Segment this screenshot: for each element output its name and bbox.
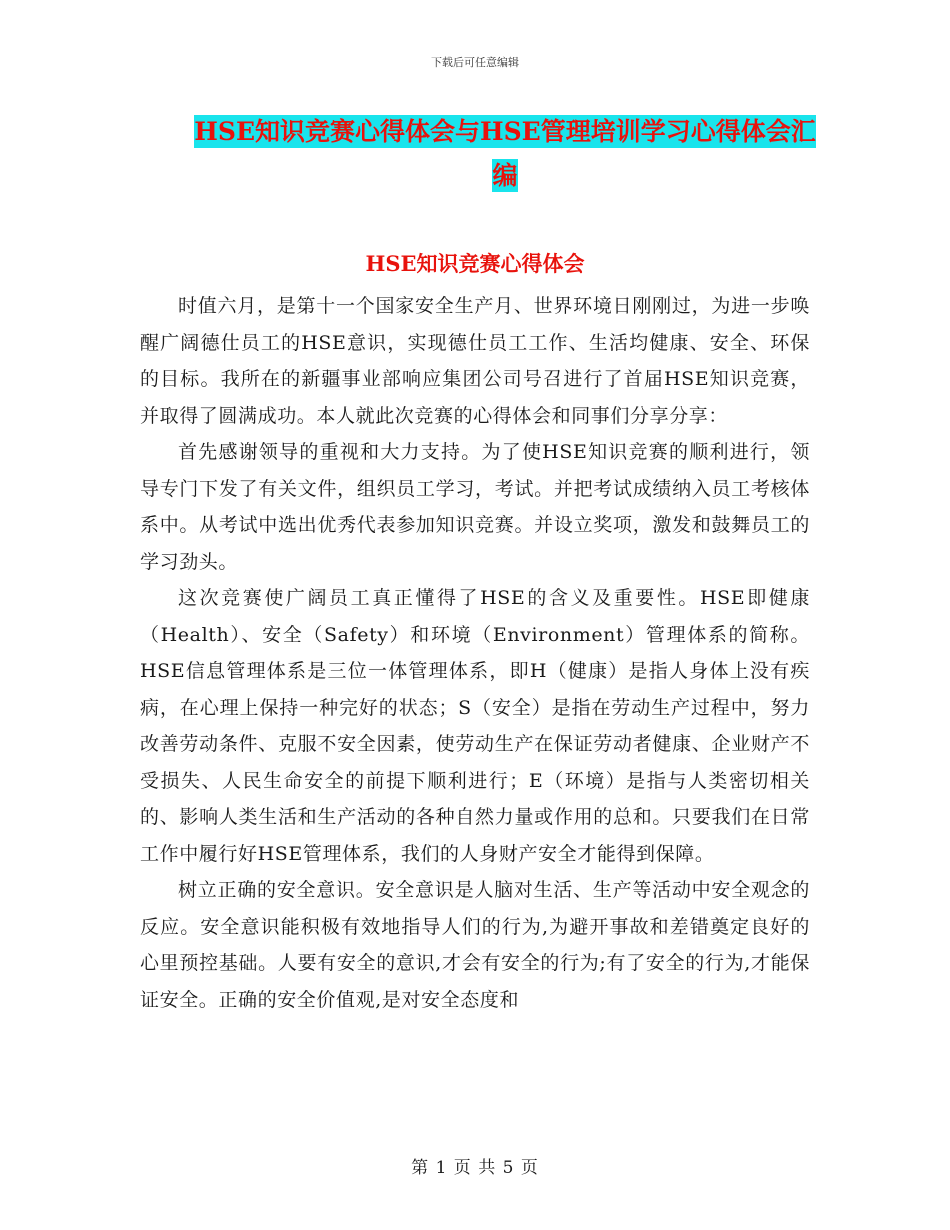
header-note: 下载后可任意编辑 [431, 56, 519, 69]
document-title-text: HSE知识竞赛心得体会与HSE管理培训学习心得体会汇编 [194, 117, 816, 190]
paragraph: 树立正确的安全意识。安全意识是人脑对生活、生产等活动中安全观念的反应。安全意识能积极有效地指导人们的行为,为避开事故和差错奠定良好的心里预控基础。人要有安全的意识,才会有安全的行为;有了安全的行为,才能保证安全。正确的安全价值观,是对安全态度和 [140, 879, 810, 1011]
page-number: 第 1 页 共 5 页 [411, 1158, 539, 1178]
paragraph: 首先感谢领导的重视和大力支持。为了使HSE知识竞赛的顺利进行，领导专门下发了有关文件，组织员工学习，考试。并把考试成绩纳入员工考核体系中。从考试中选出优秀代表参加知识竞赛。并设立奖项，激发和鼓舞员工的学习劲头。 [140, 441, 810, 573]
document-body [140, 288, 810, 1018]
document-title [185, 110, 825, 198]
paragraph: 时值六月，是第十一个国家安全生产月、世界环境日刚刚过，为进一步唤醒广阔德仕员工的HSE意识，实现德仕员工工作、生活均健康、安全、环保的目标。我所在的新疆事业部响应集团公司号召进行了首届HSE知识竞赛，并取得了圆满成功。本人就此次竞赛的心得体会和同事们分享分享： [140, 295, 810, 427]
paragraph: 这次竞赛使广阔员工真正懂得了HSE的含义及重要性。HSE即健康（Health）、安全（Safety）和环境（Environment）管理体系的简称。HSE信息管理体系是三位一体管理体系，即H（健康）是指人身体上没有疾病，在心理上保持一种完好的状态；S（安全）是指在劳动生产过程中，努力改善劳动条件、克服不安全因素，使劳动生产在保证劳动者健康、企业财产不受损失、人民生命安全的前提下顺利进行；E（环境）是指与人类密切相关的、影响人类生活和生产活动的各种自然力量或作用的总和。只要我们在日常工作中履行好HSE管理体系，我们的人身财产安全才能得到保障。 [140, 587, 810, 865]
section-title: HSE知识竞赛心得体会 [365, 251, 585, 276]
